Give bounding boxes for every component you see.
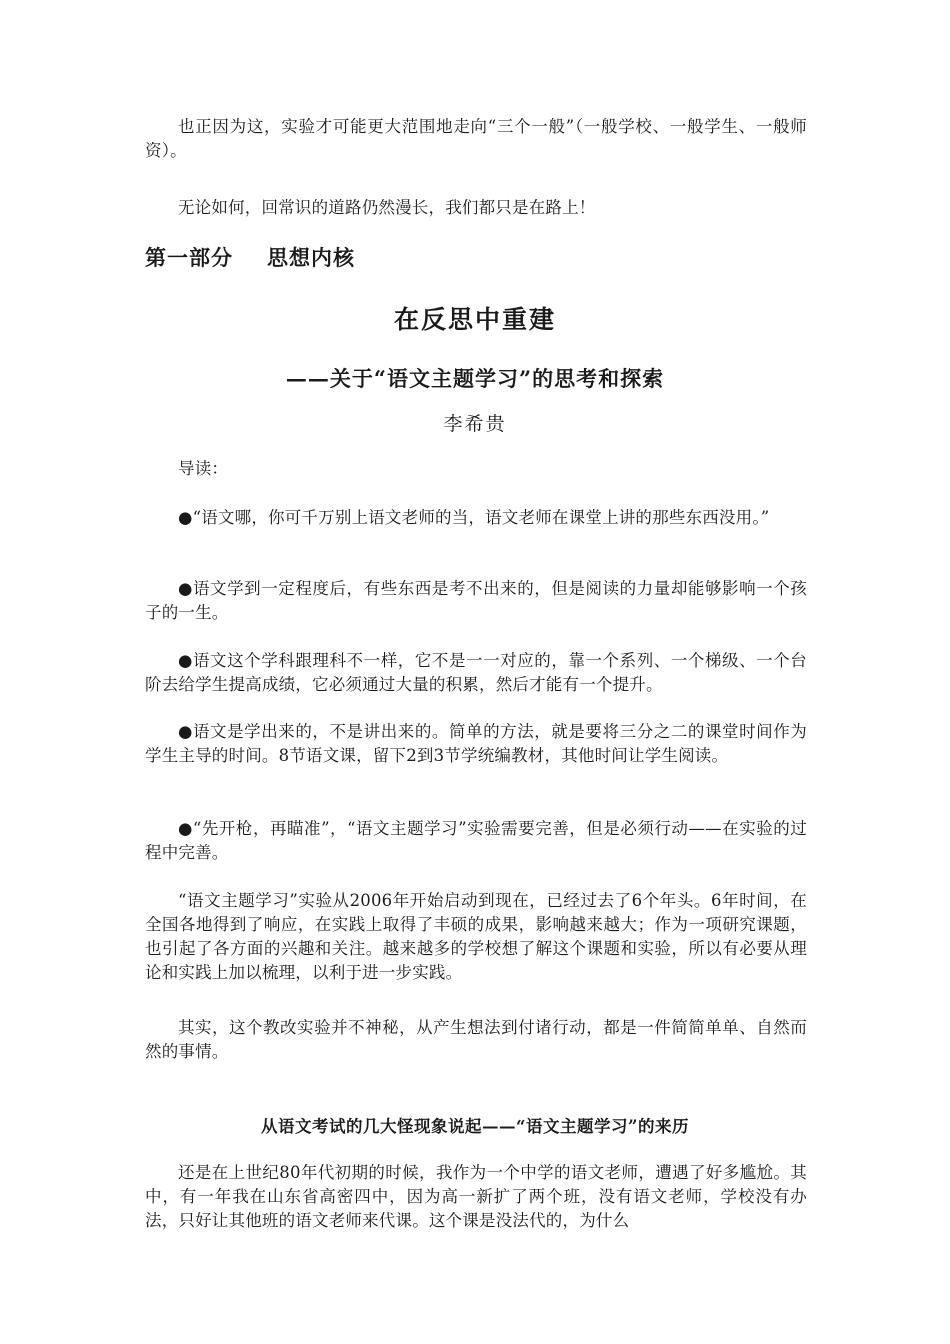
- guide-bullet: ●语文这个学科跟理科不一样，它不是一一对应的，靠一个系列、一个梯级、一个台阶去给学生提高成绩，它必须通过大量的积累，然后才能有一个提升。: [145, 651, 807, 694]
- intro-paragraph-1: 也正因为这，实验才可能更大范围地走向“三个一般”（一般学校、一般学生、一般师资）。: [145, 117, 807, 160]
- article-title: 在反思中重建: [393, 305, 556, 334]
- body-paragraph-2: 其实，这个教改实验并不神秘，从产生想法到付诸行动，都是一件简简单单、自然而然的事情。: [145, 1018, 807, 1061]
- article-subtitle: ——关于“语文主题学习”的思考和探索: [285, 366, 665, 391]
- guide-bullet: ●“语文哪，你可千万别上语文老师的当，语文老师在课堂上讲的那些东西没用。”: [178, 508, 770, 527]
- part-name: 思想内核: [267, 245, 355, 270]
- article-author: 李希贵: [443, 413, 507, 435]
- part-label: 第一部分: [145, 245, 233, 270]
- guide-bullet: ●语文是学出来的，不是讲出来的。简单的方法，就是要将三分之二的课堂时间作为学生主导的时间。8节语文课，留下2到3节学统编教材，其他时间让学生阅读。: [145, 722, 807, 765]
- body-paragraph-1: “语文主题学习”实验从2006年开始启动到现在，已经过去了6个年头。6年时间，在全国各地得到了响应，在实践上取得了丰硕的成果，影响越来越大；作为一项研究课题，也引起了各方面的兴趣和关注。越来越多的学校想了解这个课题和实验，所以有必要从理论和实践上加以梳理，以利于进一步实践。: [145, 891, 807, 982]
- guide-bullet: ●语文学到一定程度后，有些东西是考不出来的，但是阅读的力量却能够影响一个孩子的一生。: [145, 579, 807, 622]
- section-heading: 从语文考试的几大怪现象说起——“语文主题学习”的来历: [261, 1117, 689, 1136]
- guide-label: 导读：: [178, 459, 229, 478]
- guide-bullet: ●“先开枪，再瞄准”，“语文主题学习”实验需要完善，但是必须行动——在实验的过程中完善。: [145, 819, 807, 862]
- intro-paragraph-2: 无论如何，回常识的道路仍然漫长，我们都只是在路上！: [178, 198, 596, 217]
- part-heading: [145, 242, 355, 272]
- section-paragraph-1: 还是在上世纪80年代初期的时候，我作为一个中学的语文老师，遭遇了好多尴尬。其中，有一年我在山东省高密四中，因为高一新扩了两个班，没有语文老师，学校没有办法，只好让其他班的语文老师来代课。这个课是没法代的，为什么: [145, 1163, 807, 1230]
